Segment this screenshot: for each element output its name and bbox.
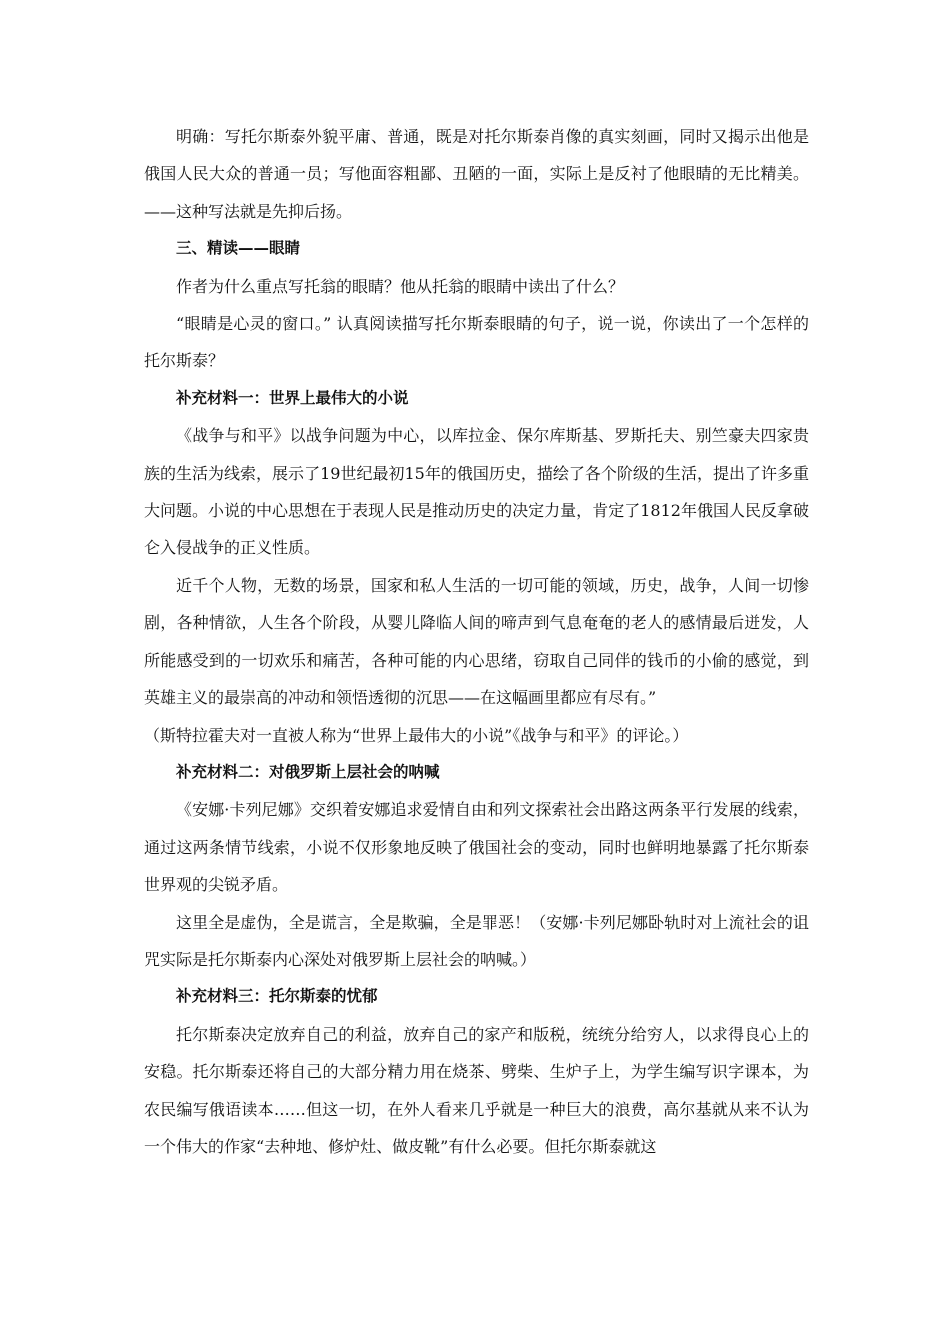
supplement-two-paragraph-2: 这里全是虚伪，全是谎言，全是欺骗，全是罪恶！（安娜·卡列尼娜卧轨时对上流社会的诅咒实际是托尔斯泰内心深处对俄罗斯上层社会的呐喊。） [144,912,809,969]
explanation-paragraph: 明确：写托尔斯泰外貌平庸、普通，既是对托尔斯泰肖像的真实刻画，同时又揭示出他是俄国人民大众的普通一员；写他面容粗鄙、丑陋的一面，实际上是反衬了他眼睛的无比精美。——这种写法就是先抑后扬。 [144,127,809,221]
supplement-one-paragraph-2: 近千个人物，无数的场景，国家和私人生活的一切可能的领域，历史，战争，人间一切惨剧，各种情欲，人生各个阶段，从婴儿降临人间的啼声到气息奄奄的老人的感情最后迸发，人所能感受到的一切欢乐和痛苦，各种可能的内心思绪，窃取自己同伴的钱币的小偷的感觉，到英雄主义的最崇高的冲动和领悟透彻的沉思——在这幅画里都应有尽有。” [144,575,809,708]
supplement-two-paragraph-1: 《安娜·卡列尼娜》交织着安娜追求爱情自由和列文探索社会出路这两条平行发展的线索，通过这两条情节线索，小说不仅形象地反映了俄国社会的变动，同时也鲜明地暴露了托尔斯泰世界观的尖锐矛盾。 [144,800,809,895]
supplement-three-paragraph-1: 托尔斯泰决定放弃自己的利益，放弃自己的家产和版税，统统分给穷人，以求得良心上的安稳。托尔斯泰还将自己的大部分精力用在烧茶、劈柴、生炉子上，为学生编写识字课本，为农民编写俄语读本……但这一切，在外人看来几乎就是一种巨大的浪费，高尔基就从来不认为一个伟大的作家“去种地、修炉灶、做皮靴”有什么必要。但托尔斯泰就这 [144,1024,809,1156]
supplement-three-title: 补充材料三：托尔斯泰的忧郁 [176,987,378,1006]
question-paragraph: 作者为什么重点写托翁的眼睛？他从托翁的眼睛中读出了什么？ [176,276,625,296]
reading-task-paragraph: “眼睛是心灵的窗口。” 认真阅读描写托尔斯泰眼睛的句子，说一说，你读出了一个怎样的托尔斯泰？ [144,314,809,371]
supplement-one-paragraph-1: 《战争与和平》以战争问题为中心，以库拉金、保尔库斯基、罗斯托夫、别竺豪夫四家贵族的生活为线索，展示了19世纪最初15年的俄国历史，描绘了各个阶级的生活，提出了许多重大问题。小说的中心思想在于表现人民是推动历史的决定力量，肯定了1812年俄国人民反拿破仑入侵战争的正义性质。 [144,426,809,558]
section-heading-eyes: 三、精读——眼睛 [176,239,301,258]
supplement-two-title: 补充材料二：对俄罗斯上层社会的呐喊 [176,762,440,781]
document-body [144,118,809,1165]
supplement-one-title: 补充材料一：世界上最伟大的小说 [176,388,409,407]
supplement-one-note: （斯特拉霍夫对一直被人称为“世界上最伟大的小说”《战争与和平》的评论。） [144,725,689,745]
